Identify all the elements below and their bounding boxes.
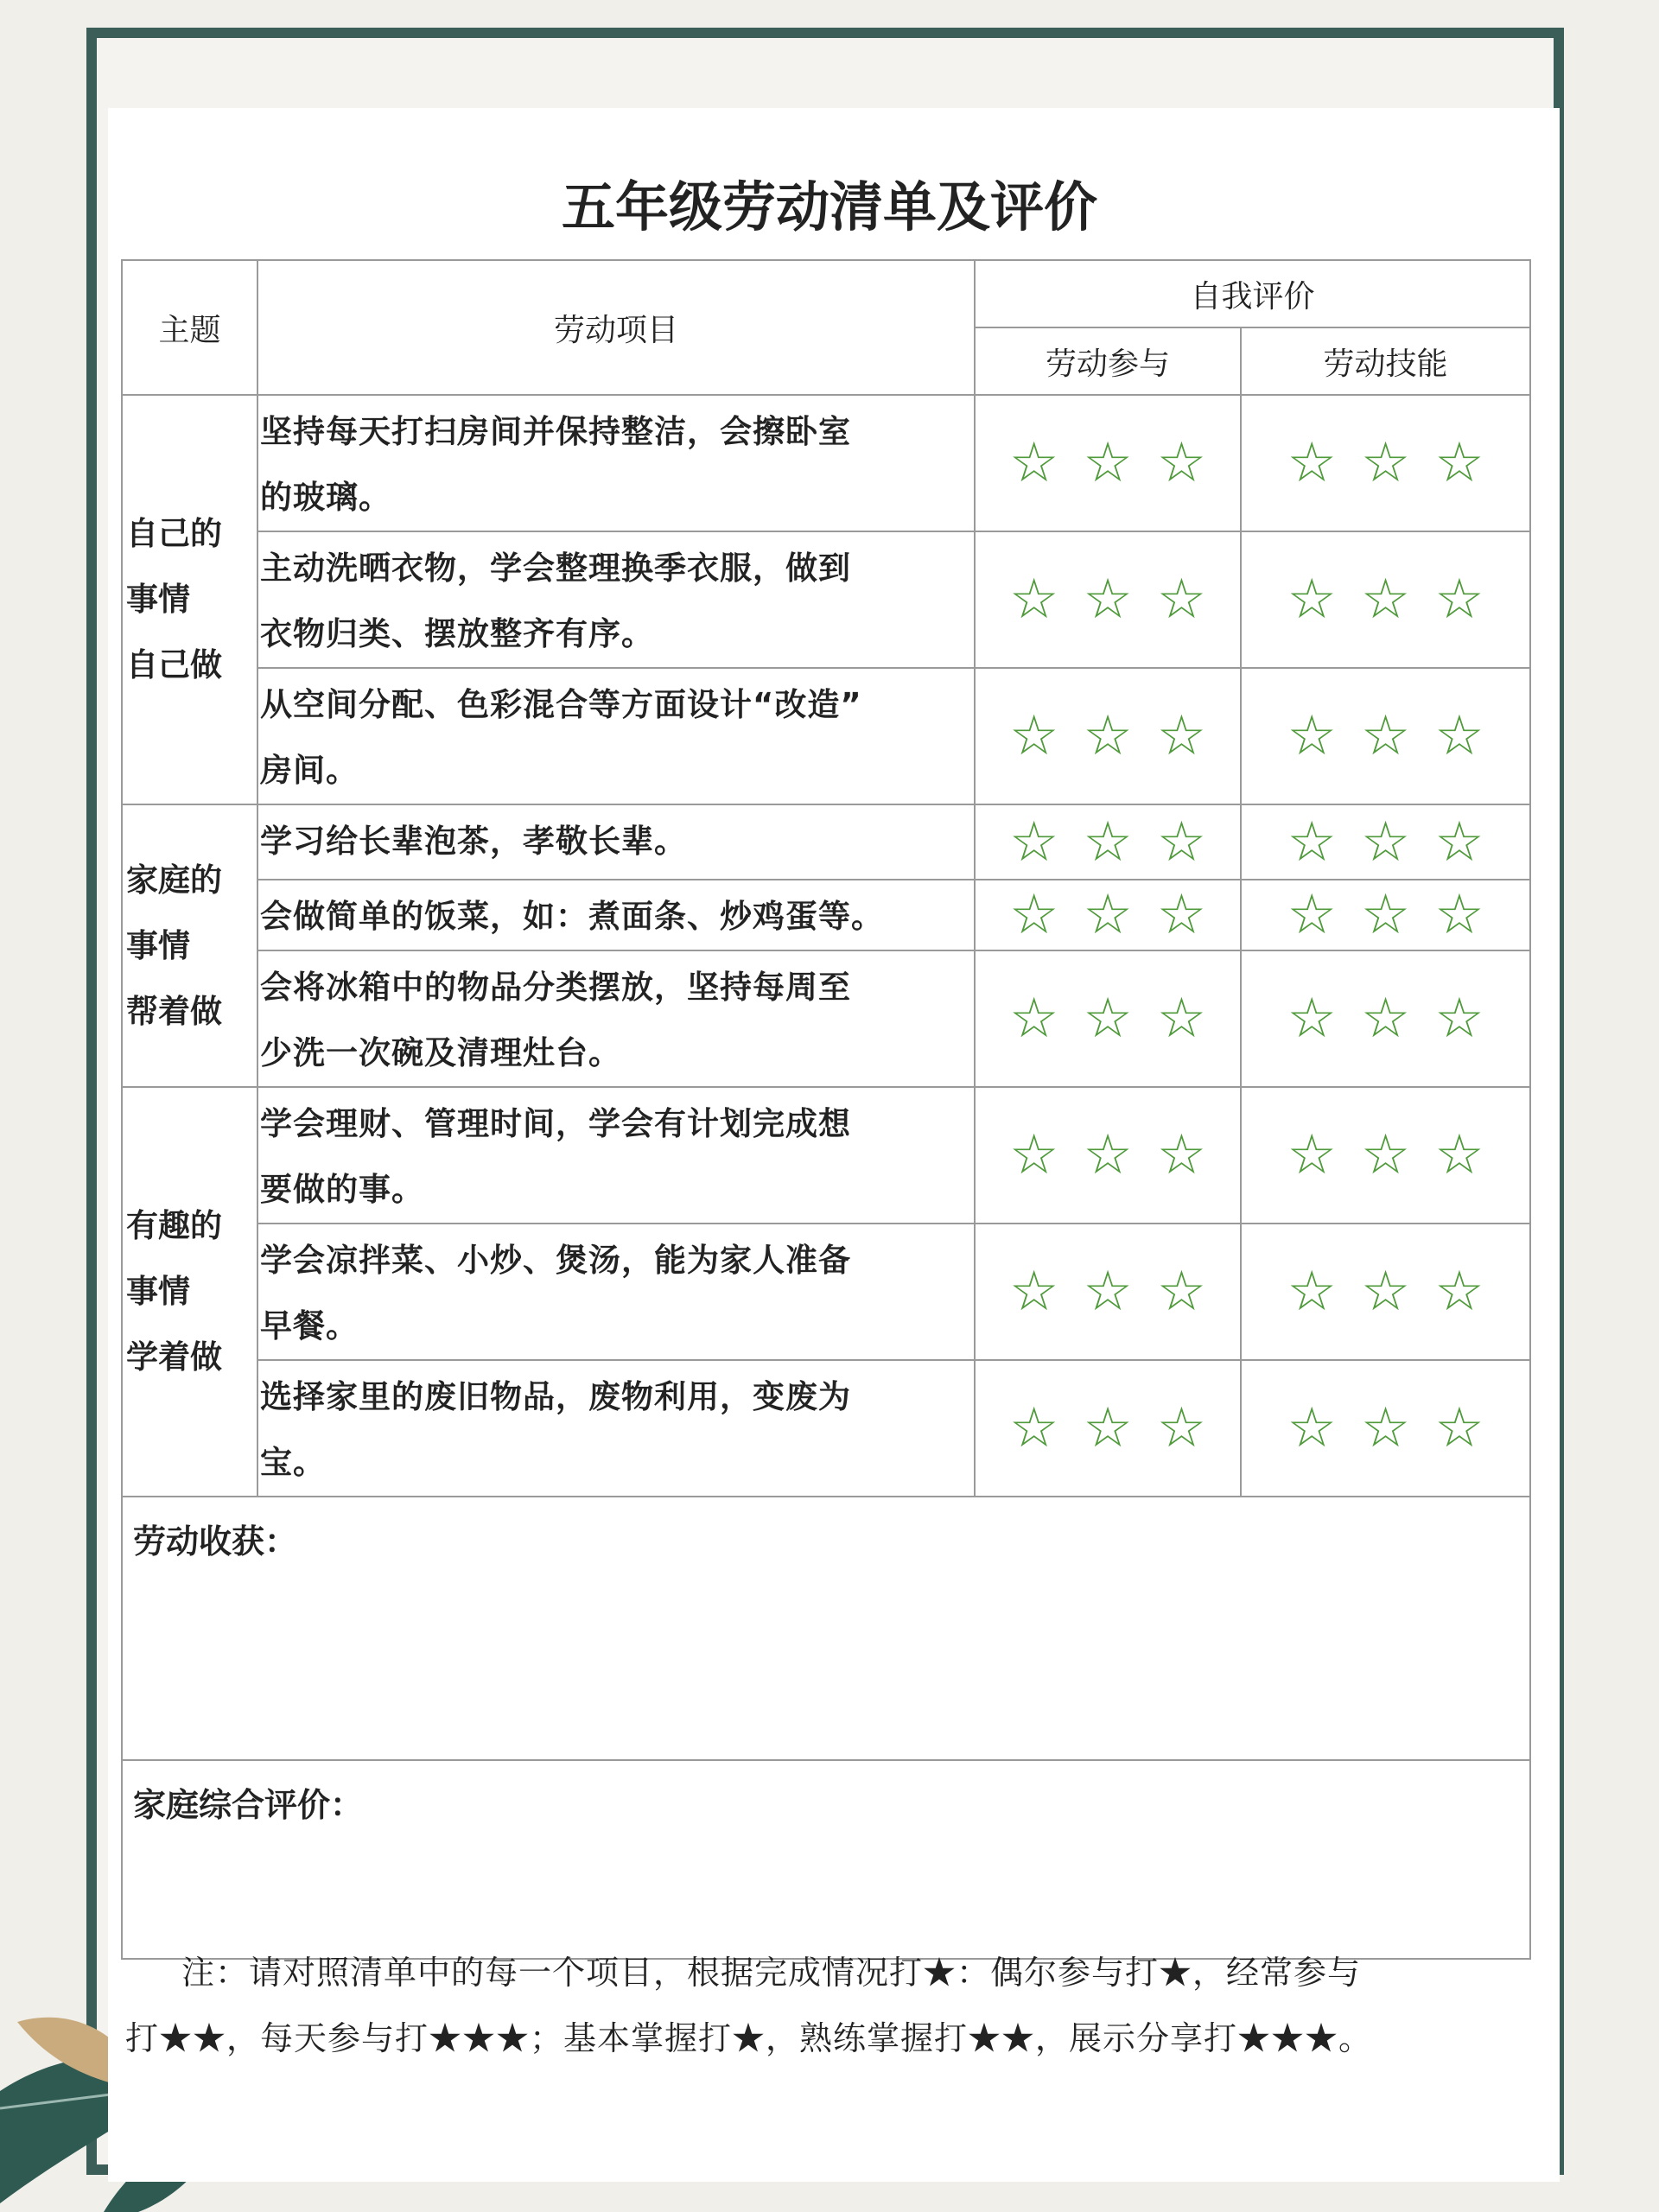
item-cell (257, 1360, 975, 1497)
item-line: 会做简单的饭菜，如：煮面条、炒鸡蛋等。 (260, 898, 884, 935)
star-icon[interactable]: ☆ (1156, 704, 1207, 768)
star-icon[interactable]: ☆ (1360, 704, 1411, 768)
family-evaluation-field[interactable] (122, 1760, 1530, 1959)
star-icon[interactable]: ☆ (1360, 883, 1411, 947)
participation-stars[interactable] (975, 1224, 1241, 1360)
participation-stars[interactable] (975, 531, 1241, 668)
star-icon[interactable]: ☆ (1083, 1123, 1133, 1187)
star-icon[interactable]: ☆ (1008, 431, 1059, 495)
theme-line: 事情 (126, 926, 190, 964)
participation-stars[interactable] (975, 1087, 1241, 1224)
star-icon[interactable]: ☆ (1008, 987, 1059, 1051)
theme-cell-self (122, 395, 257, 804)
star-icon[interactable]: ☆ (1008, 883, 1059, 947)
theme-cell-family (122, 804, 257, 1087)
star-icon[interactable]: ☆ (1156, 1260, 1207, 1324)
star-icon[interactable]: ☆ (1156, 1123, 1207, 1187)
skill-stars[interactable] (1241, 668, 1530, 804)
star-icon[interactable]: ☆ (1008, 810, 1059, 874)
item-line: 会将冰箱中的物品分类摆放，坚持每周至 (260, 969, 851, 1006)
star-icon[interactable]: ☆ (1156, 987, 1207, 1051)
theme-cell-fun (122, 1087, 257, 1497)
star-icon[interactable]: ☆ (1434, 883, 1484, 947)
star-icon[interactable]: ☆ (1083, 431, 1133, 495)
item-line: 早餐。 (260, 1307, 359, 1344)
header-theme: 主题 (122, 260, 257, 395)
skill-stars[interactable] (1241, 950, 1530, 1087)
star-icon[interactable]: ☆ (1156, 1396, 1207, 1460)
star-icon[interactable]: ☆ (1156, 568, 1207, 632)
star-icon[interactable]: ☆ (1008, 1396, 1059, 1460)
star-icon[interactable]: ☆ (1287, 1260, 1337, 1324)
item-cell (257, 804, 975, 880)
participation-stars[interactable] (975, 880, 1241, 950)
item-line: 主动洗晒衣物，学会整理换季衣服，做到 (260, 550, 851, 587)
skill-stars[interactable] (1241, 1087, 1530, 1224)
star-icon[interactable]: ☆ (1434, 568, 1484, 632)
item-cell (257, 1087, 975, 1224)
item-cell (257, 395, 975, 531)
item-line: 衣物归类、摆放整齐有序。 (260, 615, 654, 652)
star-icon[interactable]: ☆ (1434, 704, 1484, 768)
participation-stars[interactable] (975, 804, 1241, 880)
skill-stars[interactable] (1241, 880, 1530, 950)
page-title: 五年级劳动清单及评价 (561, 175, 1097, 238)
theme-line: 事情 (126, 1273, 190, 1310)
header-skill: 劳动技能 (1241, 327, 1530, 395)
theme-line: 家庭的 (126, 861, 222, 899)
star-icon[interactable]: ☆ (1434, 987, 1484, 1051)
item-line: 从空间分配、色彩混合等方面设计“改造” (260, 686, 862, 723)
star-icon[interactable]: ☆ (1360, 1123, 1411, 1187)
evaluation-table (121, 259, 1531, 1960)
star-icon[interactable]: ☆ (1083, 704, 1133, 768)
star-icon[interactable]: ☆ (1287, 704, 1337, 768)
star-icon[interactable]: ☆ (1083, 810, 1133, 874)
star-icon[interactable]: ☆ (1008, 1123, 1059, 1187)
star-icon[interactable]: ☆ (1156, 883, 1207, 947)
skill-stars[interactable] (1241, 1360, 1530, 1497)
star-icon[interactable]: ☆ (1083, 987, 1133, 1051)
item-line: 要做的事。 (260, 1171, 424, 1208)
footnote-line: 注：请对照清单中的每一个项目，根据完成情况打★：偶尔参与打★，经常参与 (181, 1954, 1362, 1992)
item-line: 坚持每天打扫房间并保持整洁，会擦卧室 (260, 413, 851, 450)
footnote (125, 1940, 1542, 2071)
item-line: 宝。 (260, 1444, 326, 1481)
item-line: 学会理财、管理时间，学会有计划完成想 (260, 1105, 851, 1142)
star-icon[interactable]: ☆ (1287, 1123, 1337, 1187)
participation-stars[interactable] (975, 668, 1241, 804)
theme-line: 有趣的 (126, 1207, 222, 1244)
harvest-field[interactable] (122, 1497, 1530, 1760)
star-icon[interactable]: ☆ (1360, 431, 1411, 495)
header-self-eval: 自我评价 (975, 260, 1530, 327)
star-icon[interactable]: ☆ (1083, 568, 1133, 632)
participation-stars[interactable] (975, 395, 1241, 531)
star-icon[interactable]: ☆ (1083, 1260, 1133, 1324)
star-icon[interactable]: ☆ (1360, 1396, 1411, 1460)
star-icon[interactable]: ☆ (1287, 1396, 1337, 1460)
star-icon[interactable]: ☆ (1287, 987, 1337, 1051)
skill-stars[interactable] (1241, 395, 1530, 531)
star-icon[interactable]: ☆ (1287, 431, 1337, 495)
header-participation: 劳动参与 (975, 327, 1241, 395)
star-icon[interactable]: ☆ (1156, 810, 1207, 874)
star-icon[interactable]: ☆ (1434, 1260, 1484, 1324)
theme-line: 事情 (126, 581, 190, 618)
star-icon[interactable]: ☆ (1008, 704, 1059, 768)
star-icon[interactable]: ☆ (1008, 1260, 1059, 1324)
footnote-line: 打★★，每天参与打★★★；基本掌握打★，熟练掌握打★★，展示分享打★★★。 (125, 2019, 1373, 2057)
item-line: 少洗一次碗及清理灶台。 (260, 1034, 621, 1071)
skill-stars[interactable] (1241, 1224, 1530, 1360)
item-line: 学习给长辈泡茶，孝敬长辈。 (260, 823, 687, 860)
item-cell (257, 668, 975, 804)
participation-stars[interactable] (975, 1360, 1241, 1497)
item-line: 房间。 (260, 752, 359, 789)
star-icon[interactable]: ☆ (1360, 987, 1411, 1051)
star-icon[interactable]: ☆ (1156, 431, 1207, 495)
star-icon[interactable]: ☆ (1360, 1260, 1411, 1324)
star-icon[interactable]: ☆ (1434, 1123, 1484, 1187)
item-line: 选择家里的废旧物品，废物利用，变废为 (260, 1378, 851, 1415)
star-icon[interactable]: ☆ (1434, 431, 1484, 495)
star-icon[interactable]: ☆ (1008, 568, 1059, 632)
theme-line: 帮着做 (126, 992, 222, 1030)
item-cell (257, 880, 975, 950)
star-icon[interactable]: ☆ (1434, 1396, 1484, 1460)
star-icon[interactable]: ☆ (1287, 810, 1337, 874)
item-cell (257, 1224, 975, 1360)
star-icon[interactable]: ☆ (1360, 810, 1411, 874)
participation-stars[interactable] (975, 950, 1241, 1087)
star-icon[interactable]: ☆ (1287, 568, 1337, 632)
family-evaluation-label: 家庭综合评价： (133, 1786, 364, 1824)
star-icon[interactable]: ☆ (1434, 810, 1484, 874)
star-icon[interactable]: ☆ (1083, 883, 1133, 947)
harvest-label: 劳动收获： (133, 1522, 298, 1560)
item-cell (257, 531, 975, 668)
theme-line: 学着做 (126, 1338, 222, 1376)
skill-stars[interactable] (1241, 804, 1530, 880)
star-icon[interactable]: ☆ (1360, 568, 1411, 632)
star-icon[interactable]: ☆ (1287, 883, 1337, 947)
item-cell (257, 950, 975, 1087)
theme-line: 自己的 (126, 515, 222, 552)
item-line: 的玻璃。 (260, 479, 391, 516)
item-line: 学会凉拌菜、小炒、煲汤，能为家人准备 (260, 1242, 851, 1279)
star-icon[interactable]: ☆ (1083, 1396, 1133, 1460)
theme-line: 自己做 (126, 646, 222, 683)
header-item: 劳动项目 (257, 260, 975, 395)
skill-stars[interactable] (1241, 531, 1530, 668)
